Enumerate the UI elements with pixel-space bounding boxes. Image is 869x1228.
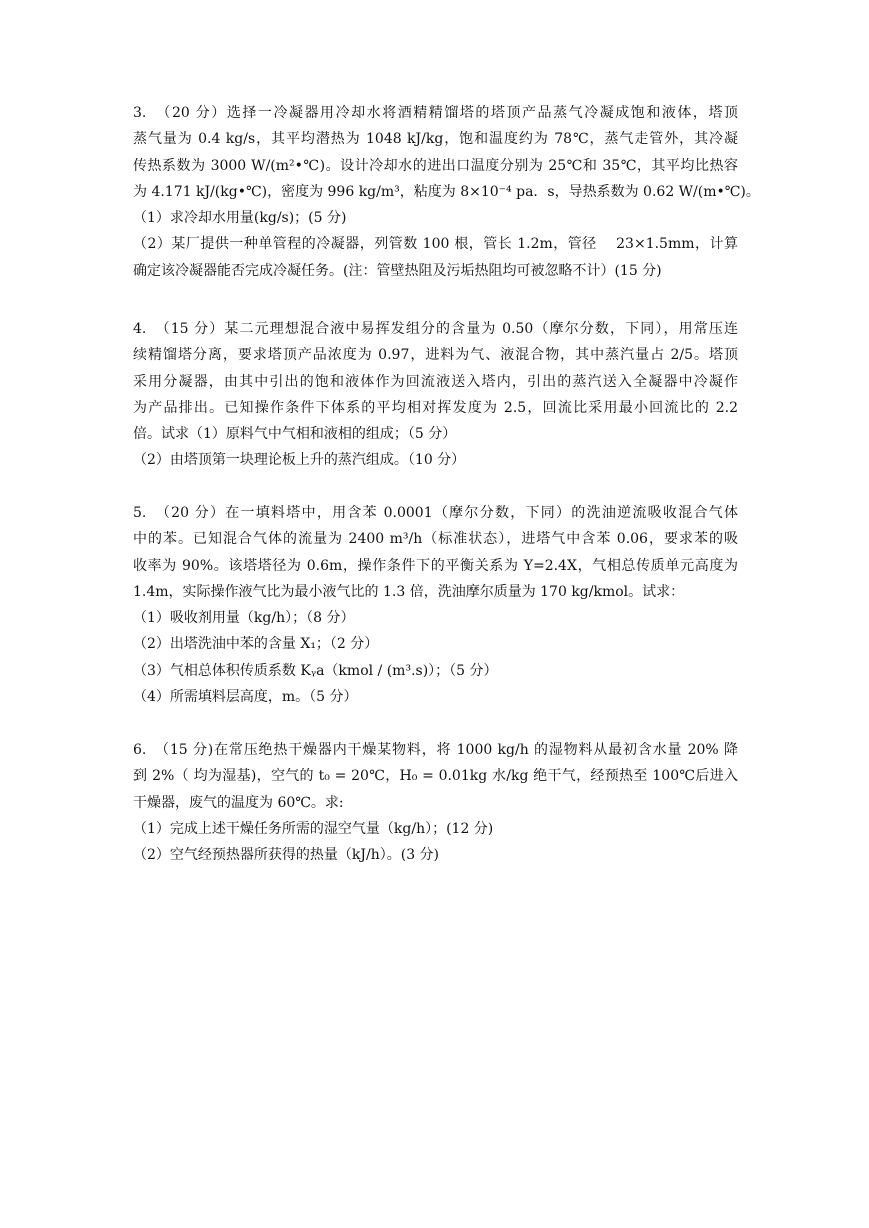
problem-line: 采用分凝器，由其中引出的饱和液体作为回流液送入塔内，引出的蒸汽送入全凝器中冷凝作 <box>133 373 738 390</box>
problem-line: 1.4m，实际操作液气比为最小液气比的 1.3 倍，洗油摩尔质量为 170 kg/kmol。试求： <box>133 583 685 600</box>
problem-line: 倍。试求（1）原料气中气相和液相的组成；（5 分） <box>133 426 457 443</box>
problem-6 <box>133 737 738 868</box>
problem-line: （1）完成上述干燥任务所需的湿空气量（kg/h）；(12 分) <box>133 820 494 837</box>
problem-3 <box>133 100 760 284</box>
problem-line: 3. （20 分）选择一冷凝器用冷却水将酒精精馏塔的塔顶产品蒸气冷凝成饱和液体，塔顶 <box>133 105 738 121</box>
problem-line: 收率为 90%。该塔塔径为 0.6m，操作条件下的平衡关系为 Y=2.4X，气相总传质单元高度为 <box>133 557 738 574</box>
problem-line: （1）吸收剂用量（kg/h）；（8 分） <box>133 610 355 627</box>
problem-line: 传热系数为 3000 W/(m²•℃)。设计冷却水的进出口温度分别为 25℃和 35℃，其平均比热容 <box>133 157 738 174</box>
problem-line: 为产品排出。已知操作条件下体系的平均相对挥发度为 2.5，回流比采用最小回流比的 2.2 <box>133 399 738 416</box>
problem-line: 蒸气量为 0.4 kg/s，其平均潜热为 1048 kJ/kg，饱和温度约为 78℃，蒸气走管外，其冷凝 <box>133 131 738 148</box>
problem-line: （2）空气经预热器所获得的热量（kJ/h）。(3 分) <box>133 847 440 864</box>
problem-line: 续精馏塔分离，要求塔顶产品浓度为 0.97，进料为气、液混合物，其中蒸汽量占 2/5。塔顶 <box>133 347 738 364</box>
problem-line: 为 4.171 kJ/(kg•℃)，密度为 996 kg/m³，粘度为 8×10⁻⁴ pa．s，导热系数为 0.62 W/(m•℃)。 <box>133 183 760 200</box>
problem-line: （4）所需填料层高度，m。（5 分） <box>133 689 358 706</box>
problem-line: 5. （20 分）在一填料塔中，用含苯 0.0001（摩尔分数，下同）的洗油逆流吸收混合气体 <box>133 505 738 521</box>
problem-4 <box>133 316 738 474</box>
problem-line: （3）气相总体积传质系数 Kᵧa（kmol / (m³.s)）；（5 分） <box>133 662 498 679</box>
problem-line: （1）求冷却水用量(kg/s)；(5 分) <box>133 210 347 227</box>
problem-line: 确定该冷凝器能否完成冷凝任务。(注：管壁热阻及污垢热阻均可被忽略不计）(15 分) <box>133 262 662 279</box>
problem-5 <box>133 500 738 710</box>
problem-line: 干燥器，废气的温度为 60℃。求: <box>133 794 344 811</box>
problem-line: 6. （15 分)在常压绝热干燥器内干燥某物料，将 1000 kg/h 的湿物料从最初含水量 20% 降 <box>133 742 738 758</box>
problem-line: （2）由塔顶第一块理论板上升的蒸汽组成。（10 分） <box>133 452 466 469</box>
problem-line: 4. （15 分）某二元理想混合液中易挥发组分的含量为 0.50（摩尔分数，下同），用常压连 <box>133 321 738 337</box>
problem-line: （2）出塔洗油中苯的含量 X₁；（2 分） <box>133 636 379 653</box>
problem-line: （2）某厂提供一种单管程的冷凝器，列管数 100 根，管长 1.2m，管径 23×1.5mm，计算 <box>133 236 738 253</box>
problem-line: 中的苯。已知混合气体的流量为 2400 m³/h（标准状态），进塔气中含苯 0.06，要求苯的吸 <box>133 531 738 548</box>
problem-line: 到 2%（ 均为湿基)，空气的 t₀ = 20℃，H₀ = 0.01kg 水/kg 绝干气，经预热至 100℃后进入 <box>133 768 738 785</box>
